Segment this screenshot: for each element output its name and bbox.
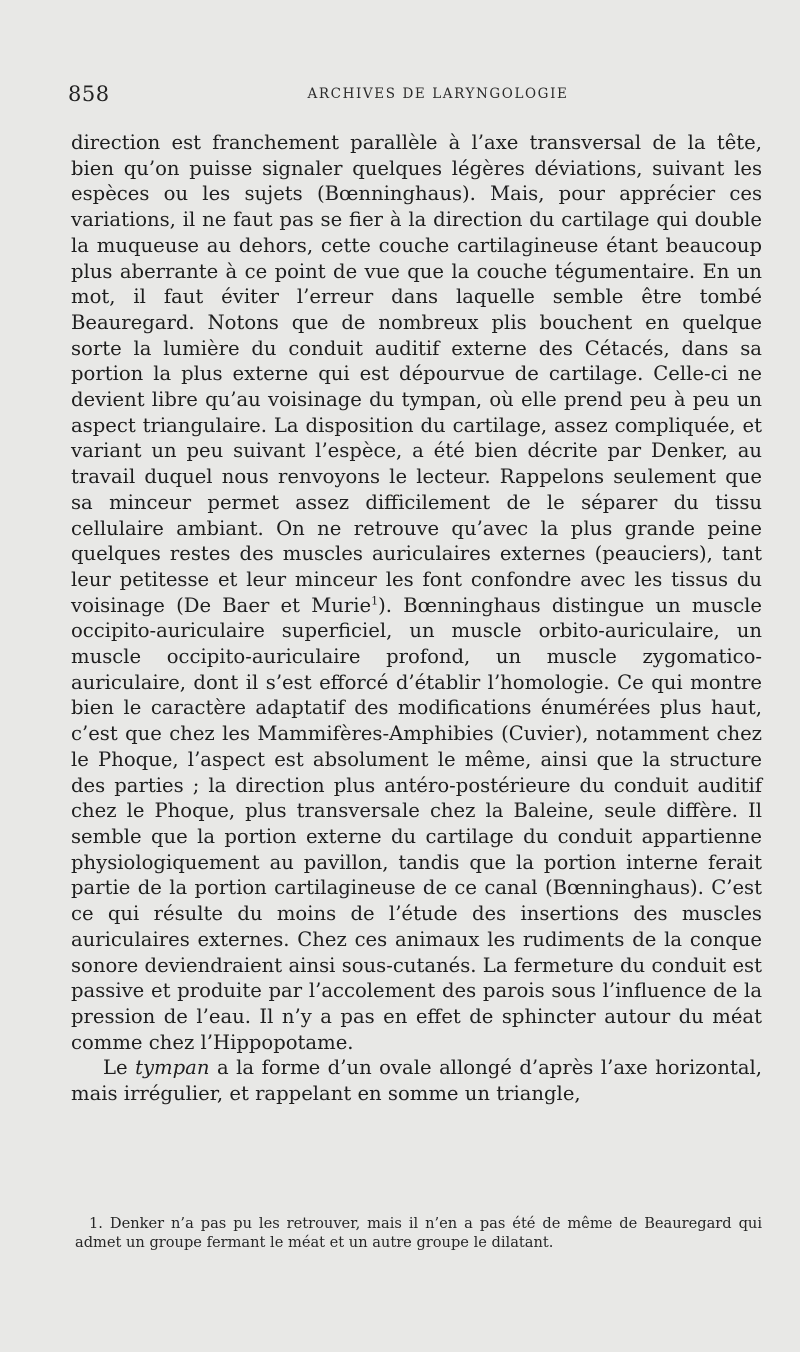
paragraph — [71, 1055, 762, 1106]
page-number: 858 — [68, 82, 110, 106]
paragraph-text: a la forme d’un ovale allongé d’après l’axe horizontal, mais irrégulier, et rappelant en somme un triangle, — [71, 1056, 762, 1106]
paragraph-lead: Le — [103, 1056, 136, 1080]
footnote: 1. Denker n’a pas pu les retrouver, mais il n’en a pas été de même de Beauregard qui admet un groupe fermant le méat et un autre groupe le dilatant. — [75, 1215, 762, 1251]
paragraph-text: direction est franchement parallèle à l’axe transversal de la tête, bien qu’on puisse signaler quelques légères déviations, suivant les espèces ou les sujets (Bœnninghaus). Mais, pour apprécier ces variations, il ne faut pas se fier à la direction du cartilage qui double la muqueuse au dehors, cette couche cartilagineuse étant beaucoup plus aberrante à ce point de vue que la couche tégumentaire. En un mot, il faut éviter l’erreur dans laquelle semble être tombé Beauregard. Notons que de nombreux plis bouchent en quelque sorte la lumière du conduit auditif externe des Cétacés, dans sa portion la plus externe qui est dépourvue de cartilage. Celle-ci ne devient libre qu’au voisinage du tympan, où elle prend peu à peu un aspect triangulaire. La disposition du cartilage, assez compliquée, et variant un peu suivant l’espèce, a été bien décrite par Denker, au travail duquel nous renvoyons le lecteur. Rappelons seulement que sa minceur permet assez difficilement de le séparer du tissu cellulaire ambiant. On ne retrouve qu’avec la plus grande peine quelques restes des muscles auriculaires externes (peauciers), tant leur petitesse et leur minceur les font confondre avec les tissus du voisinage (De Baer et Murie — [71, 131, 762, 617]
paragraph — [71, 130, 762, 1055]
paragraph-text-continued: ). Bœnninghaus distingue un muscle occipito-auriculaire superficiel, un muscle orbito-auriculaire, un muscle occipito-auriculaire profond, un muscle zygomatico-auriculaire, dont il s’est efforcé d’établir l’homologie. Ce qui montre bien le caractère adaptatif des modifications énumérées plus haut, c’est que chez les Mammifères-Amphibies (Cuvier), notamment chez le Phoque, l’aspect est absolument le même, ainsi que la structure des parties ; la direction plus antéro-postérieure du conduit auditif chez le Phoque, plus transversale chez la Baleine, seule diffère. Il semble que la portion externe du cartilage du conduit appartienne physiologiquement au pavillon, tandis que la portion interne ferait partie de la portion cartilagineuse de ce canal (Bœnninghaus). C’est ce qui résulte du moins de l’étude des insertions des muscles auriculaires externes. Chez ces animaux les rudiments de la conque sonore deviendraient ainsi sous-cutanés. La fermeture du conduit est passive et produite par l’accolement des parois sous l’influence de la pression de l’eau. Il n’y a pas en effet de sphincter autour du méat comme chez l’Hippopotame. — [71, 593, 762, 1054]
running-title: ARCHIVES DE LARYNGOLOGIE — [307, 86, 569, 102]
page-header — [68, 82, 768, 110]
main-text — [71, 130, 762, 1107]
footnote-reference: 1 — [371, 594, 379, 608]
italic-term: tympan — [135, 1056, 210, 1080]
footnotes — [75, 1214, 762, 1252]
